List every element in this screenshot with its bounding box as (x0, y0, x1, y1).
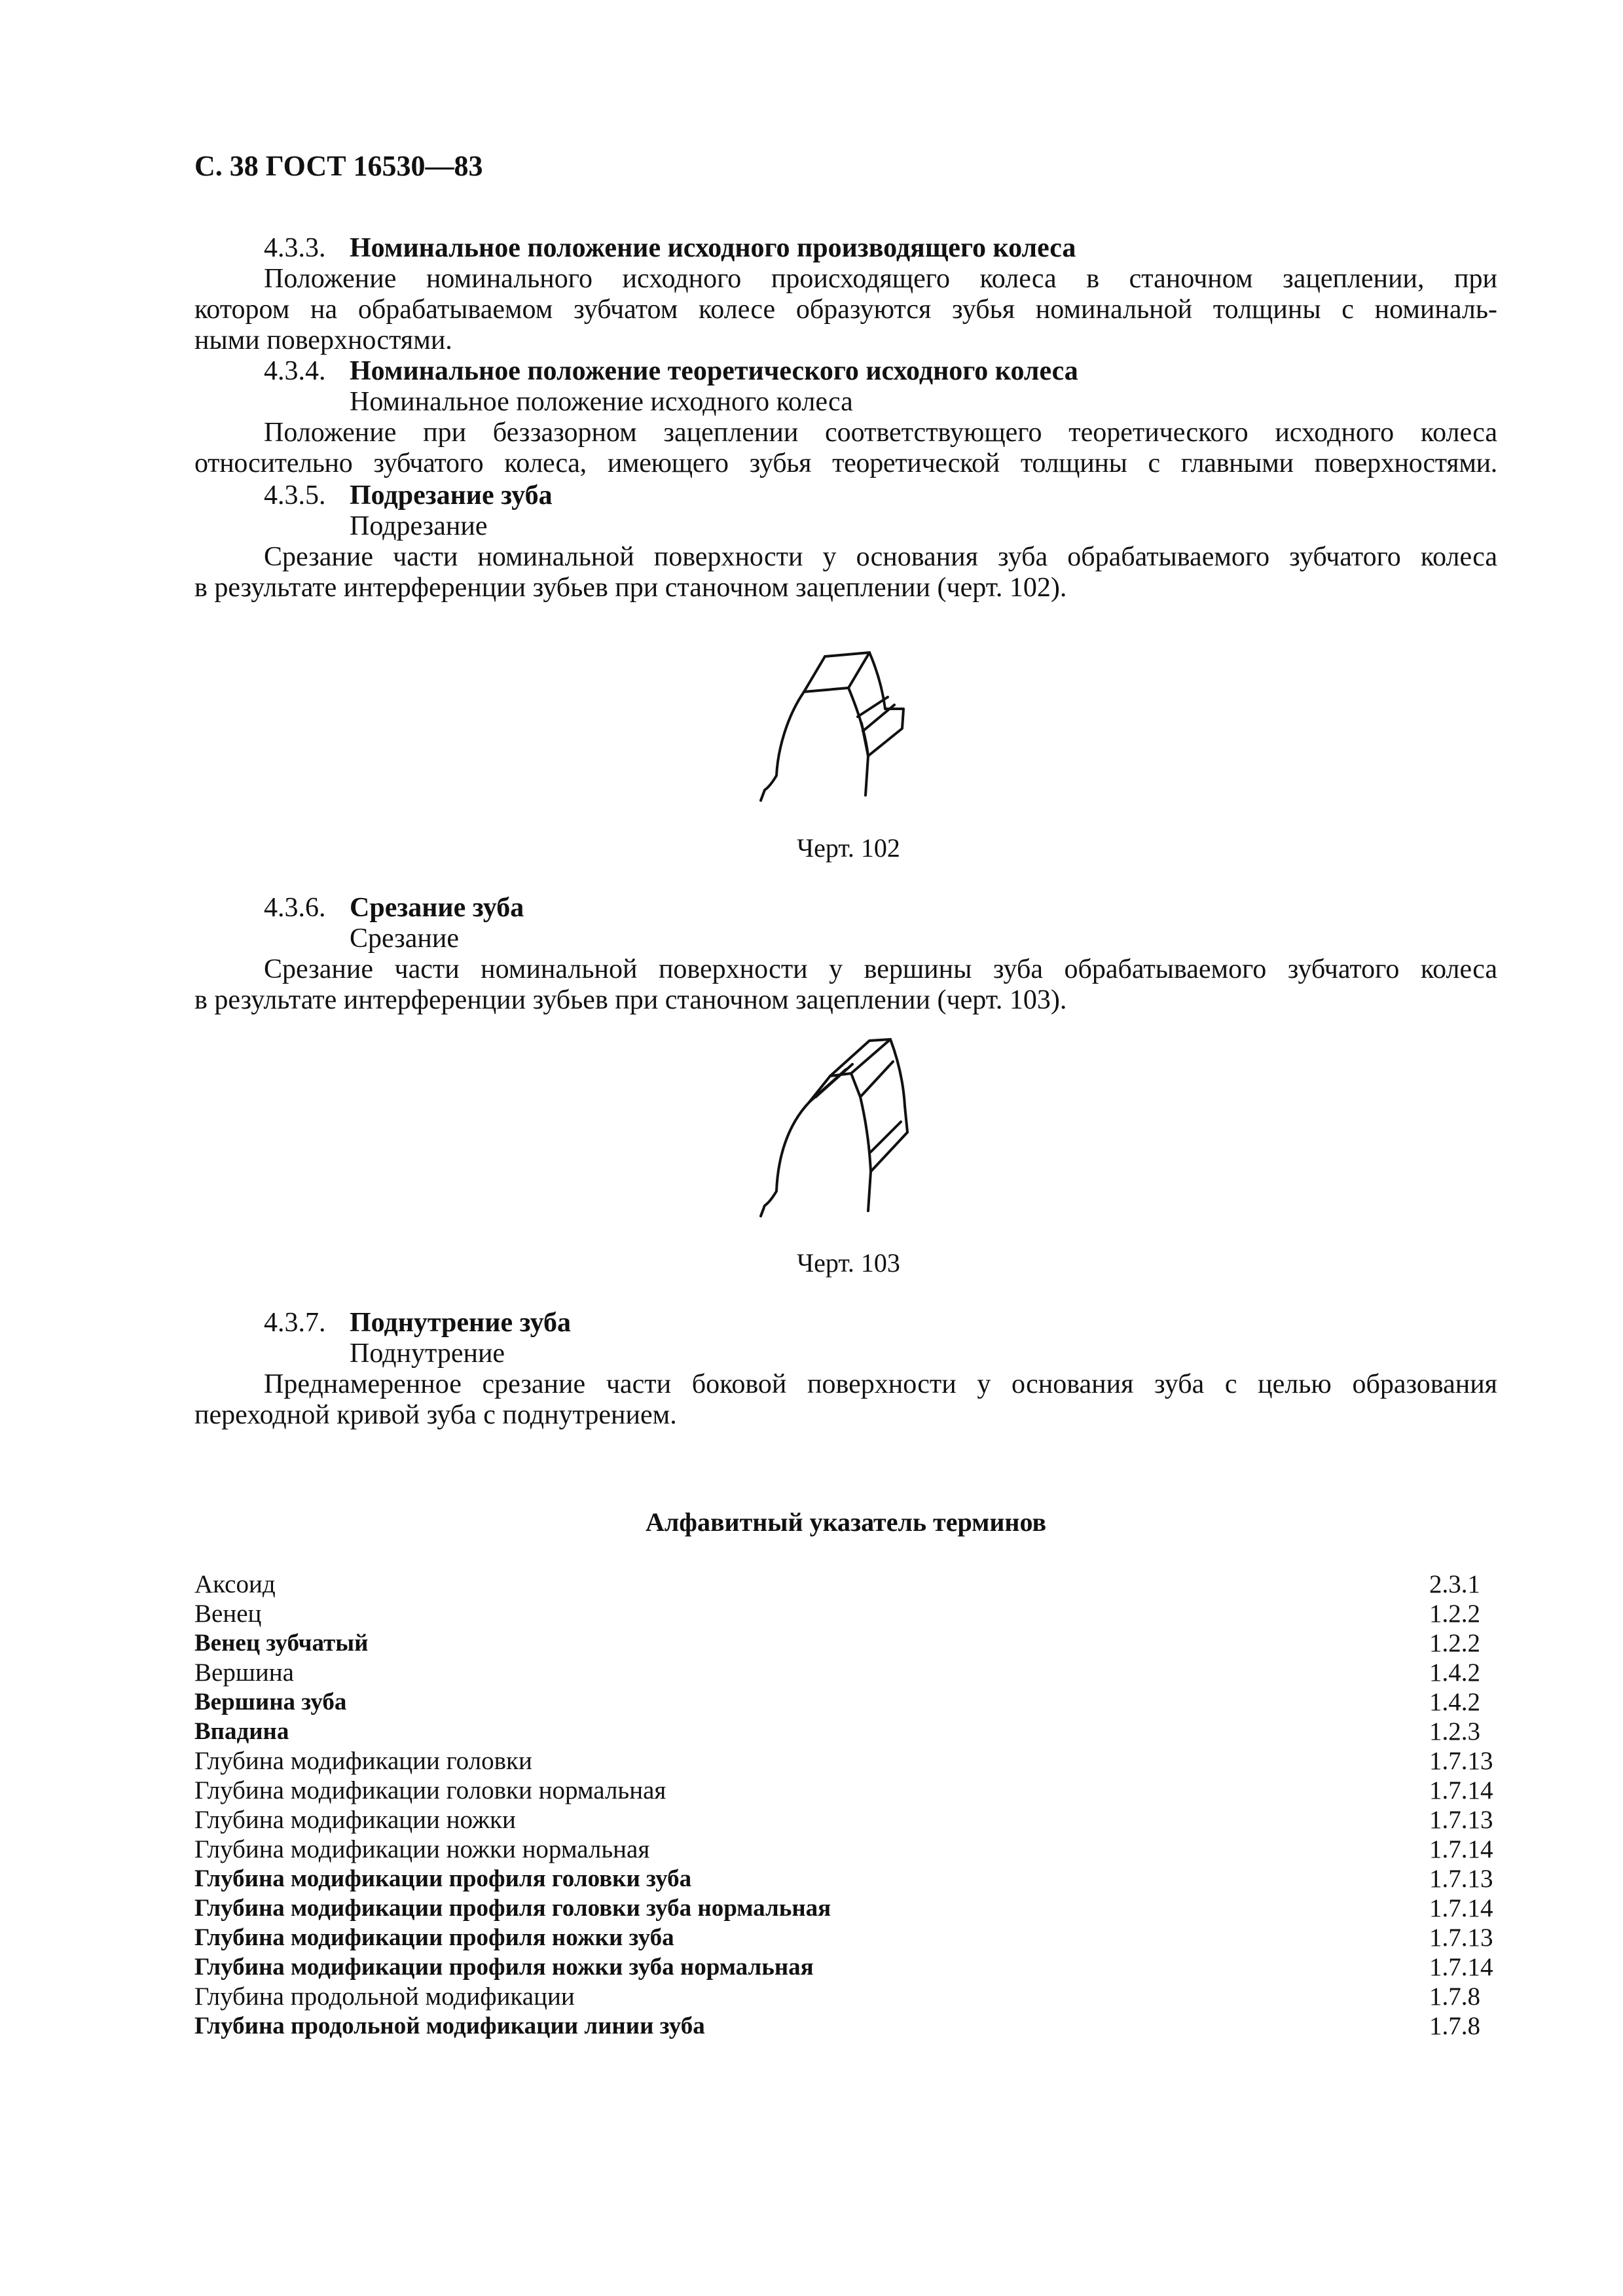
tooth-top-right-edge (848, 653, 869, 688)
index-ref: 1.7.8 (1429, 1982, 1480, 2011)
definition-line: котором на обрабатываемом зубчатом колесе образуются зубья номинальной толщины с номиналь- (194, 295, 1497, 325)
index-row (194, 1864, 1493, 1893)
index-ref: 1.7.13 (1429, 1865, 1493, 1893)
cut-line-3 (860, 1062, 893, 1097)
index-row (194, 1746, 1493, 1776)
index-ref: 1.7.14 (1429, 1776, 1493, 1804)
section-number: 4.3.3. (264, 233, 326, 263)
index-row (194, 1835, 1493, 1864)
index-ref: 1.7.13 (1429, 1747, 1493, 1775)
tooth-back-edge-2 (871, 1122, 901, 1152)
figure-102-tooth-undercut (753, 619, 949, 808)
index-row (194, 1776, 1493, 1805)
term-synonym: Подрезание (350, 511, 488, 541)
index-term: Вершина (194, 1659, 294, 1687)
section-4-3-6 (194, 893, 1497, 1016)
section-4-3-7 (194, 1308, 1497, 1431)
section-4-3-3 (194, 233, 1497, 356)
term-title: Срезание зуба (350, 893, 524, 923)
index-row (194, 1982, 1484, 2011)
section-4-3-4 (194, 356, 1497, 479)
index-term: Вершина зуба (194, 1689, 347, 1715)
term-title: Номинальное положение теоретического исходного колеса (350, 356, 1078, 386)
index-term: Впадина (194, 1718, 289, 1745)
definition-line: Положение при беззазорном зацеплении соответствующего теоретического исходного колеса (264, 418, 1497, 448)
index-term: Глубина модификации головки (194, 1747, 532, 1775)
index-term: Глубина модификации профиля головки зуба (194, 1865, 692, 1892)
tooth-top-back-edge (825, 653, 869, 656)
definition-line: ными поверхностями. (194, 325, 452, 355)
definition-line: относительно зубчатого колеса, имеющего зубья теоретической толщины с главными поверхностями. (194, 448, 1497, 478)
figure-103-tooth-tip-cut (753, 1034, 949, 1224)
index-term: Венец зубчатый (194, 1630, 369, 1657)
index-term: Глубина модификации головки нормальная (194, 1776, 666, 1804)
tooth-back-edge (871, 1132, 907, 1172)
index-ref: 1.2.2 (1429, 1600, 1480, 1628)
term-title: Номинальное положение исходного производящего колеса (350, 233, 1076, 263)
term-synonym: Номинальное положение исходного колеса (350, 387, 853, 417)
term-synonym: Поднутрение (350, 1338, 505, 1369)
tooth-top-left-edge (804, 656, 825, 692)
index-row (194, 1599, 1484, 1628)
tooth-back-flank (890, 1039, 907, 1132)
figure-103-caption: Черт. 103 (797, 1248, 900, 1278)
index-ref: 1.7.14 (1429, 1953, 1493, 1981)
index-row (194, 1687, 1484, 1717)
term-synonym: Срезание (350, 924, 459, 954)
definition-line: в результате интерференции зубьев при станочном зацеплении (черт. 102). (194, 573, 1067, 603)
section-number: 4.3.4. (264, 356, 326, 386)
index-row (194, 1717, 1484, 1746)
index-ref: 1.4.2 (1429, 1688, 1480, 1716)
index-term: Глубина модификации ножки нормальная (194, 1835, 650, 1863)
tooth-left-flank (761, 692, 804, 800)
index-ref: 1.2.2 (1429, 1629, 1480, 1657)
index-ref: 1.2.3 (1429, 1717, 1480, 1746)
index-term: Глубина модификации профиля ножки зуба (194, 1924, 674, 1951)
index-ref: 1.7.14 (1429, 1835, 1493, 1863)
definition-line: Преднамеренное срезание части боковой поверхности у основания зуба с целью образования (264, 1369, 1497, 1399)
index-row (194, 1570, 1484, 1599)
term-index-list (194, 1570, 1493, 2041)
index-term: Глубина модификации профиля ножки зуба нормальная (194, 1954, 814, 1981)
index-term: Глубина модификации ножки (194, 1806, 516, 1834)
section-4-3-5 (194, 480, 1497, 603)
cut-line-2 (816, 1064, 852, 1097)
definition-line: в результате интерференции зубьев при станочном зацеплении (черт. 103). (194, 985, 1067, 1015)
index-term: Глубина продольной модификации (194, 1982, 575, 2011)
index-ref: 1.7.13 (1429, 1806, 1493, 1834)
definition-line: Срезание части номинальной поверхности у вершины зуба обрабатываемого зубчатого колеса (264, 954, 1497, 984)
section-number: 4.3.6. (264, 893, 326, 923)
undercut-zone (868, 709, 903, 756)
term-title: Поднутрение зуба (350, 1308, 572, 1338)
index-term: Глубина продольной модификации линии зуба (194, 2013, 705, 2039)
tooth-left-flank (761, 1102, 809, 1216)
section-number: 4.3.5. (264, 480, 326, 511)
definition-line: переходной кривой зуба с поднутрением. (194, 1400, 677, 1430)
index-row (194, 1893, 1493, 1923)
index-row (194, 2011, 1484, 2041)
index-row (194, 1658, 1484, 1687)
index-ref: 1.7.14 (1429, 1894, 1493, 1922)
tooth-cut-top-land (830, 1039, 890, 1076)
definition-line: Срезание части номинальной поверхности у основания зуба обрабатываемого зубчатого колеса (264, 542, 1497, 572)
section-number: 4.3.7. (264, 1308, 326, 1338)
index-title: Алфавитный указатель терминов (645, 1507, 1047, 1537)
index-row (194, 1628, 1484, 1658)
index-ref: 1.4.2 (1429, 1659, 1480, 1687)
index-row (194, 1952, 1493, 1982)
tooth-top-front-edge (804, 688, 848, 692)
index-term: Венец (194, 1600, 262, 1628)
definition-line: Положение номинального исходного происходящего колеса в станочном зацеплении, при (264, 264, 1497, 294)
index-row (194, 1805, 1493, 1835)
tooth-right-flank (860, 1097, 871, 1211)
index-ref: 1.7.8 (1429, 2012, 1480, 2040)
index-term: Глубина модификации профиля головки зуба нормальная (194, 1895, 831, 1922)
index-ref: 2.3.1 (1429, 1570, 1480, 1598)
index-term: Аксоид (194, 1570, 276, 1598)
figure-102-caption: Черт. 102 (797, 833, 900, 863)
term-title: Подрезание зуба (350, 480, 553, 511)
page-header: С. 38 ГОСТ 16530—83 (194, 150, 483, 182)
index-ref: 1.7.13 (1429, 1924, 1493, 1952)
index-row (194, 1923, 1493, 1952)
